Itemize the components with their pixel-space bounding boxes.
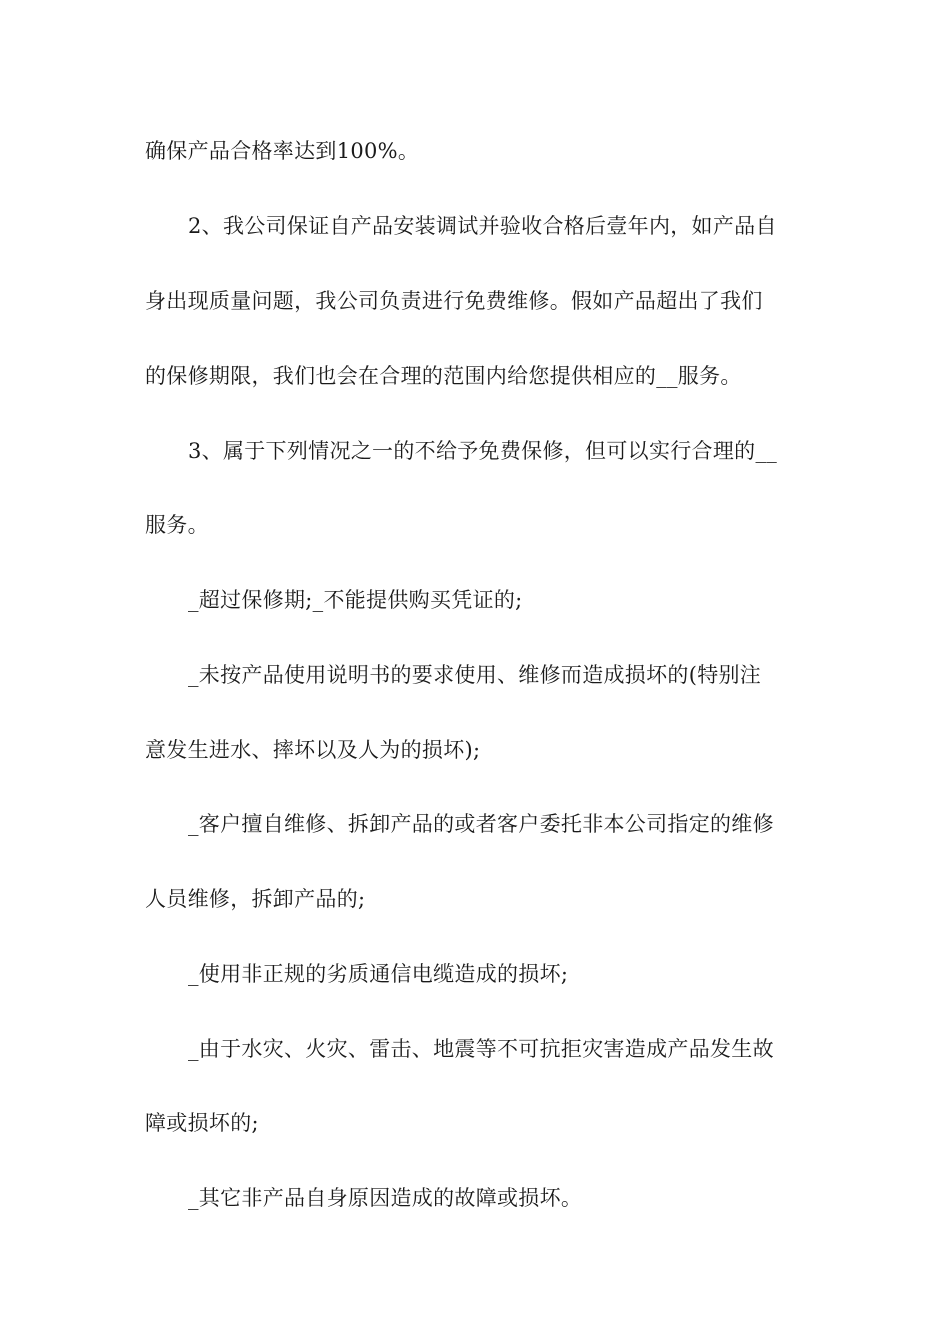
text-line: _超过保修期;_不能提供购买凭证的; — [188, 588, 523, 612]
text-line: _未按产品使用说明书的要求使用、维修而造成损坏的(特别注 — [188, 663, 762, 687]
text-line: _其它非产品自身原因造成的故障或损坏。 — [188, 1186, 583, 1210]
text-line: 意发生进水、摔坏以及人为的损坏); — [145, 738, 481, 762]
text-line: 服务。 — [145, 513, 209, 537]
text-line: 2、我公司保证自产品安装调试并验收合格后壹年内，如产品自 — [188, 214, 777, 238]
text-line: 的保修期限，我们也会在合理的范围内给您提供相应的__服务。 — [145, 364, 742, 388]
text-line: 障或损坏的; — [145, 1111, 259, 1135]
text-line: 人员维修，拆卸产品的; — [145, 887, 366, 911]
text-line: _客户擅自维修、拆卸产品的或者客户委托非本公司指定的维修 — [188, 812, 774, 836]
text-line: 身出现质量问题，我公司负责进行免费维修。假如产品超出了我们 — [145, 289, 763, 313]
text-line: _由于水灾、火灾、雷击、地震等不可抗拒灾害造成产品发生故 — [188, 1037, 774, 1061]
text-line: 3、属于下列情况之一的不给予免费保修，但可以实行合理的__ — [188, 439, 778, 463]
text-line: _使用非正规的劣质通信电缆造成的损坏; — [188, 962, 569, 986]
text-line: 确保产品合格率达到100%。 — [145, 139, 420, 163]
